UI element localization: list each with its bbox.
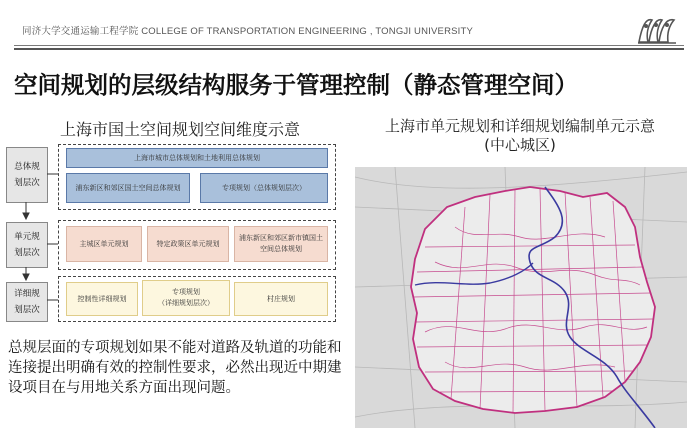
box-special-master-plan: 专项规划（总体规划层次） [200,173,328,203]
box-village-plan: 村庄规划 [234,282,328,316]
special-detail-line2: （详细规划层次） [158,299,214,307]
header-institution-text: 同济大学交通运输工程学院 COLLEGE OF TRANSPORTATION ENGINEERING , TONGJI UNIVERSITY [22,26,474,37]
box-pudong-master-plan: 浦东新区和郊区国土空间总体规划 [66,173,190,203]
shanghai-unit-plan-map [355,167,687,428]
map-graphic [355,167,687,428]
box-control-detail-plan: 控制性详细规划 [66,282,138,316]
level-master-plan: 总体规划层次 [6,147,48,203]
body-paragraph: 总规层面的专项规划如果不能对道路及轨道的功能和连接提出明确有效的控制性要求，必然出现近中期建设项目在与用地关系方面出现问题。 [8,340,342,396]
level-detail-plan: 详细规划层次 [6,282,48,322]
box-city-master-plan: 上海市城市总体规划和土地利用总体规划 [66,148,328,168]
slide-title: 空间规划的层级结构服务于管理控制（静态管理空间） [14,71,578,99]
level-unit-plan: 单元规划层次 [6,222,48,268]
box-policy-unit-plan: 特定政策区单元规划 [147,226,229,262]
right-caption-line1: 上海市单元规划和详细规划编制单元示意 [384,117,655,135]
right-caption-line2: (中心城区) [484,136,556,154]
special-detail-line1: 专项规划 [172,288,200,296]
box-main-unit-plan: 主城区单元规划 [66,226,142,262]
box-new-town-plan: 浦东新区和郊区新市镇国土空间总体规划 [234,226,328,262]
left-figure-caption: 上海市国土空间规划空间维度示意 [59,120,300,139]
box-special-detail-plan [142,280,230,316]
